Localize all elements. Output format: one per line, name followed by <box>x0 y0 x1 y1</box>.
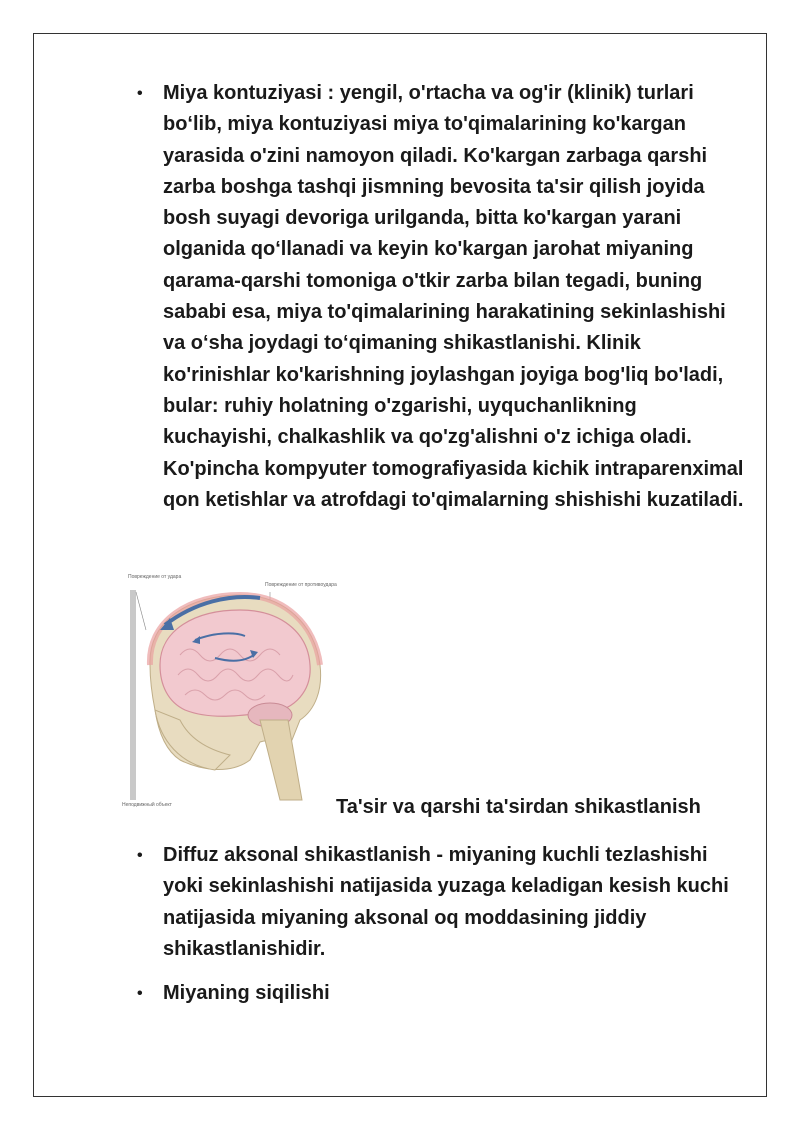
bullet-dot: • <box>137 847 143 864</box>
brain-injury-figure <box>120 570 340 820</box>
bullet-text: Miyaning siqilishi <box>163 982 330 1004</box>
figure-caption: Ta'sir va qarshi ta'sirdan shikastlanish <box>336 796 701 818</box>
bullet-text: Diffuz aksonal shikastlanish - miyaning kuchli tezlashishi yoki sekinlashishi natijasida yuzaga keladigan kesish kuchi natijasida miyaning aksonal oq moddasining jiddiy shikastlanishidir. <box>163 844 729 960</box>
skull-brain-illustration <box>120 570 340 820</box>
bullet-dot: • <box>137 985 143 1002</box>
bullet-list-3 <box>137 978 747 1009</box>
bullet-item-compression <box>137 978 747 1009</box>
label-impact: Повреждение от удара <box>128 574 182 580</box>
label-immovable-object: Неподвижный объект <box>122 802 172 808</box>
bullet-list-1 <box>137 78 747 516</box>
bullet-item-diffuse-axonal <box>137 840 747 965</box>
bullet-text: Miya kontuziyasi : yengil, o'rtacha va og'ir (klinik) turlari bo‘lib, miya kontuziyasi miya to'qimalarining ko'kargan yarasida o'zini namoyon qiladi. Ko'kargan zarbaga qarshi zarba boshga tashqi jismning bevosita ta'sir qilish joyida bosh suyagi devoriga urilganda, bitta ko'kargan yarani olganida qo‘llanadi va keyin ko'kargan jarohat miyaning qarama-qarshi tomoniga o'tkir zarba bilan tegadi, buning sababi esa, miya to'qimalarining harakatining sekinlashishi va o‘sha joydagi to‘qimaning shikastlanishi. Klinik ko'rinishlar ko'karishning joylashgan joyiga bog'liq bo'ladi, bular: ruhiy holatning o'zgarishi, uyquchanlikning kuchayishi, chalkashlik va qo'zg'alishni o'z ichiga oladi. Ko'pincha kompyuter tomografiyasida kichik intraparenximal qon ketishlar va atrofdagi to'qimalarning shishishi kuzatiladi. <box>163 82 744 511</box>
bullet-dot: • <box>137 85 143 102</box>
label-counter-impact: Повреждение от противоудара <box>265 582 337 588</box>
bullet-item-contusion <box>137 78 747 516</box>
wall-object <box>130 590 136 800</box>
bullet-list-2 <box>137 840 747 965</box>
